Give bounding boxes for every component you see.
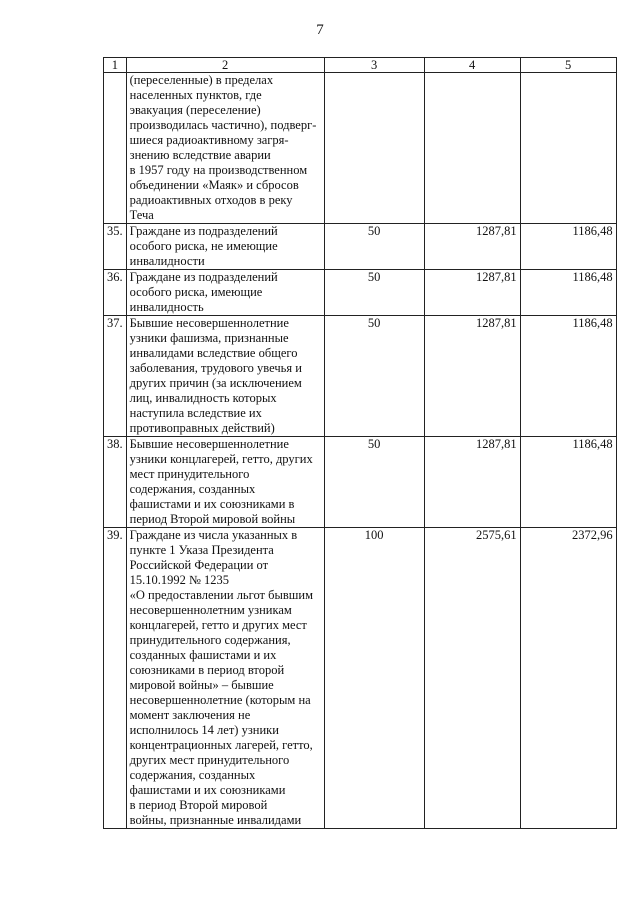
row-number: 37. <box>104 316 127 437</box>
page-number: 7 <box>316 22 324 38</box>
table-row <box>104 224 617 270</box>
text-line: инвалидность <box>129 300 204 314</box>
text-line: содержания, созданных <box>129 482 256 496</box>
text-line: Граждане из числа указанных в <box>129 528 298 542</box>
row-value-col3: 50 <box>324 224 424 270</box>
row-value-col5: 1186,48 <box>520 437 616 528</box>
row-number: 39. <box>104 528 127 829</box>
text-line: в период Второй мировой <box>129 798 268 812</box>
row-value-col4: 1287,81 <box>424 270 520 316</box>
text-line: заболевания, трудового увечья и <box>129 361 302 375</box>
row-value-col5: 2372,96 <box>520 528 616 829</box>
text-line: фашистами и их союзниками в <box>129 497 295 511</box>
text-line: наступила вследствие их <box>129 406 262 420</box>
row-description <box>126 528 324 829</box>
row-description <box>126 316 324 437</box>
text-line: Бывшие несовершеннолетние <box>129 437 289 451</box>
row-value-col3: 50 <box>324 270 424 316</box>
text-line: момент заключения не <box>129 708 251 722</box>
text-line: фашистами и их союзниками <box>129 783 286 797</box>
text-line: населенных пунктов, где <box>129 88 262 102</box>
text-line: войны, признанные инвалидами <box>129 813 302 827</box>
text-line: пункте 1 Указа Президента <box>129 543 274 557</box>
row-value-col4: 1287,81 <box>424 437 520 528</box>
row-number: 35. <box>104 224 127 270</box>
continuation-row <box>104 73 617 224</box>
row-number: 36. <box>104 270 127 316</box>
column-header: 3 <box>324 58 424 73</box>
row-description <box>126 270 324 316</box>
table-body <box>104 224 617 829</box>
column-header: 1 <box>104 58 127 73</box>
text-line: противоправных действий) <box>129 421 275 435</box>
text-line: концлагерей, гетто и других мест <box>129 618 307 632</box>
text-line: других причин (за исключением <box>129 376 302 390</box>
benefits-table <box>103 57 617 829</box>
text-line: созданных фашистами и их <box>129 648 277 662</box>
row-description <box>126 437 324 528</box>
row-value-col3: 100 <box>324 528 424 829</box>
text-line: эвакуация (переселение) <box>129 103 261 117</box>
text-line: радиоактивных отходов в реку <box>129 193 293 207</box>
text-line: принудительного содержания, <box>129 633 291 647</box>
text-line: мест принудительного <box>129 467 250 481</box>
row-value-col4: 2575,61 <box>424 528 520 829</box>
text-line: производилась частично), подверг- <box>129 118 317 132</box>
text-line: других мест принудительного <box>129 753 290 767</box>
row-value-col4: 1287,81 <box>424 224 520 270</box>
text-line: Граждане из подразделений <box>129 270 278 284</box>
text-line: исполнилось 14 лет) узники <box>129 723 279 737</box>
row-value-col4: 1287,81 <box>424 316 520 437</box>
table-row <box>104 528 617 829</box>
column-header: 4 <box>424 58 520 73</box>
text-line: инвалидами вследствие общего <box>129 346 298 360</box>
text-line: знению вследствие аварии <box>129 148 271 162</box>
text-line: в 1957 году на производственном <box>129 163 308 177</box>
text-line: Теча <box>129 208 154 222</box>
continuation-text <box>126 73 324 224</box>
text-line: особого риска, имеющие <box>129 285 263 299</box>
table-header-row <box>104 58 617 73</box>
row-value-col5: 1186,48 <box>520 270 616 316</box>
text-line: особого риска, не имеющие <box>129 239 278 253</box>
text-line: объединении «Маяк» и сбросов <box>129 178 299 192</box>
text-line: шиеся радиоактивному загря- <box>129 133 289 147</box>
row-value-col3: 50 <box>324 437 424 528</box>
text-line: несовершеннолетним узникам <box>129 603 292 617</box>
table-row <box>104 270 617 316</box>
table-row <box>104 316 617 437</box>
text-line: «О предоставлении льгот бывшим <box>129 588 314 602</box>
text-line: (переселенные) в пределах <box>129 73 274 87</box>
text-line: лиц, инвалидность которых <box>129 391 277 405</box>
text-line: Российской Федерации от <box>129 558 269 572</box>
text-line: мировой войны» – бывшие <box>129 678 274 692</box>
text-line: союзниками в период второй <box>129 663 285 677</box>
row-value-col5: 1186,48 <box>520 224 616 270</box>
text-line: инвалидности <box>129 254 205 268</box>
row-number: 38. <box>104 437 127 528</box>
text-line: 15.10.1992 № 1235 <box>129 573 230 587</box>
text-line: концентрационных лагерей, гетто, <box>129 738 313 752</box>
text-line: содержания, созданных <box>129 768 256 782</box>
text-line: узники концлагерей, гетто, других <box>129 452 313 466</box>
row-value-col5: 1186,48 <box>520 316 616 437</box>
text-line: несовершеннолетние (которым на <box>129 693 311 707</box>
text-line: Бывшие несовершеннолетние <box>129 316 289 330</box>
column-header: 2 <box>126 58 324 73</box>
row-value-col3: 50 <box>324 316 424 437</box>
text-line: Граждане из подразделений <box>129 224 278 238</box>
column-header: 5 <box>520 58 616 73</box>
row-description <box>126 224 324 270</box>
text-line: период Второй мировой войны <box>129 512 296 526</box>
text-line: узники фашизма, признанные <box>129 331 289 345</box>
table-row <box>104 437 617 528</box>
